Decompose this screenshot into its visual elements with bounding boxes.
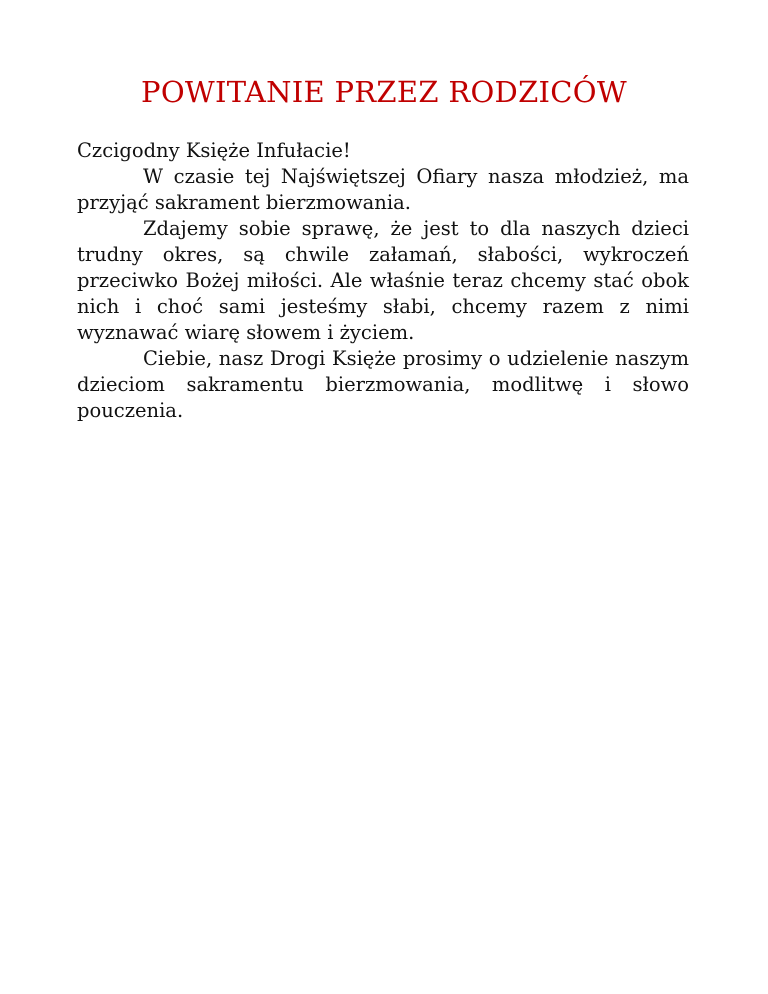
paragraph-2: Zdajemy sobie sprawę, że jest to dla naszych dzieci trudny okres, są chwile załamań, słabości, wykroczeń przeciwko Bożej miłości. Ale właśnie teraz chcemy stać obok nich i choć sami jesteśmy słabi, chcemy razem z nimi wyznawać wiarę słowem i życiem. (77, 217, 689, 344)
paragraph-3: Ciebie, nasz Drogi Księże prosimy o udzielenie naszym dzieciom sakramentu bierzmowania, modlitwę i słowo pouczenia. (77, 347, 689, 422)
salutation: Czcigodny Księże Infułacie! (77, 139, 351, 162)
paragraph-1: W czasie tej Najświętszej Ofiary nasza młodzież, ma przyjąć sakrament bierzmowania. (77, 165, 689, 214)
document-title: POWITANIE PRZEZ RODZICÓW (141, 75, 627, 109)
document-body (77, 138, 689, 424)
